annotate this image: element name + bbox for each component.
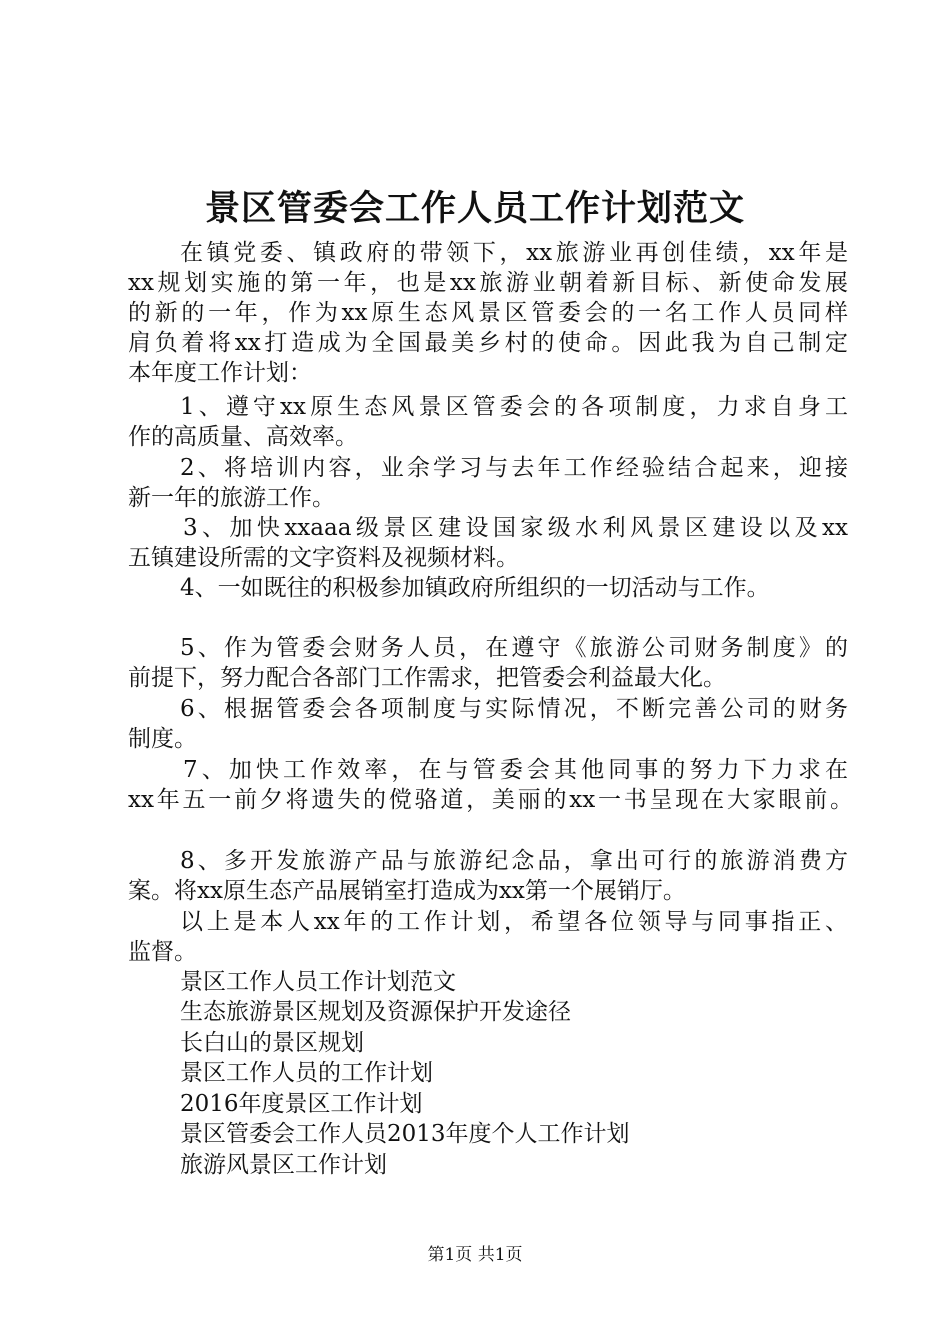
item-3-line: 五镇建设所需的文字资料及视频材料。 xyxy=(128,545,519,571)
item-6-line: 6、根据管委会各项制度与实际情况，不断完善公司的财务 xyxy=(180,696,848,722)
related-link[interactable]: 景区工作人员工作计划范文 xyxy=(180,969,456,995)
item-7-line: xx年五一前夕将遗失的傥骆道，美丽的xx一书呈现在大家眼前。 xyxy=(128,787,853,813)
intro-line: 肩负着将xx打造成为全国最美乡村的使命。因此我为自己制定 xyxy=(128,330,848,356)
related-link[interactable]: 景区工作人员的工作计划 xyxy=(180,1060,433,1086)
item-3-line: 3、加快xxaaa级景区建设国家级水利风景区建设以及xx xyxy=(183,515,848,541)
intro-line: 在镇党委、镇政府的带领下，xx旅游业再创佳绩，xx年是 xyxy=(180,240,848,266)
item-2-line: 2、将培训内容，业余学习与去年工作经验结合起来，迎接 xyxy=(180,455,848,481)
related-link[interactable]: 旅游风景区工作计划 xyxy=(180,1152,387,1178)
item-1-line: 1、遵守xx原生态风景区管委会的各项制度，力求自身工 xyxy=(180,394,848,420)
item-2-line: 新一年的旅游工作。 xyxy=(128,485,335,511)
closing-line: 以上是本人xx年的工作计划，希望各位领导与同事指正、 xyxy=(180,909,848,935)
closing-line: 监督。 xyxy=(128,939,197,965)
related-link[interactable]: 2016年度景区工作计划 xyxy=(180,1091,423,1117)
related-link[interactable]: 长白山的景区规划 xyxy=(180,1030,364,1056)
item-6-line: 制度。 xyxy=(128,726,197,752)
item-8-line: 案。将xx原生态产品展销室打造成为xx第一个展销厅。 xyxy=(128,878,686,904)
page-footer: 第1页 共1页 xyxy=(427,1245,523,1265)
intro-line: 本年度工作计划： xyxy=(128,360,312,386)
item-8-line: 8、多开发旅游产品与旅游纪念品，拿出可行的旅游消费方 xyxy=(180,848,848,874)
intro-line: 的新的一年，作为xx原生态风景区管委会的一名工作人员同样 xyxy=(128,300,848,326)
related-link[interactable]: 生态旅游景区规划及资源保护开发途径 xyxy=(180,999,571,1025)
item-5-line: 5、作为管委会财务人员，在遵守《旅游公司财务制度》的 xyxy=(180,635,848,661)
intro-line: xx规划实施的第一年，也是xx旅游业朝着新目标、新使命发展 xyxy=(128,270,848,296)
item-1-line: 作的高质量、高效率。 xyxy=(128,424,358,450)
item-4-line: 4、一如既往的积极参加镇政府所组织的一切活动与工作。 xyxy=(180,575,770,601)
item-7-line: 7、加快工作效率，在与管委会其他同事的努力下力求在 xyxy=(183,757,848,783)
item-5-line: 前提下，努力配合各部门工作需求，把管委会利益最大化。 xyxy=(128,665,726,691)
document-title: 景区管委会工作人员工作计划范文 xyxy=(204,189,745,229)
related-link[interactable]: 景区管委会工作人员2013年度个人工作计划 xyxy=(180,1121,630,1147)
